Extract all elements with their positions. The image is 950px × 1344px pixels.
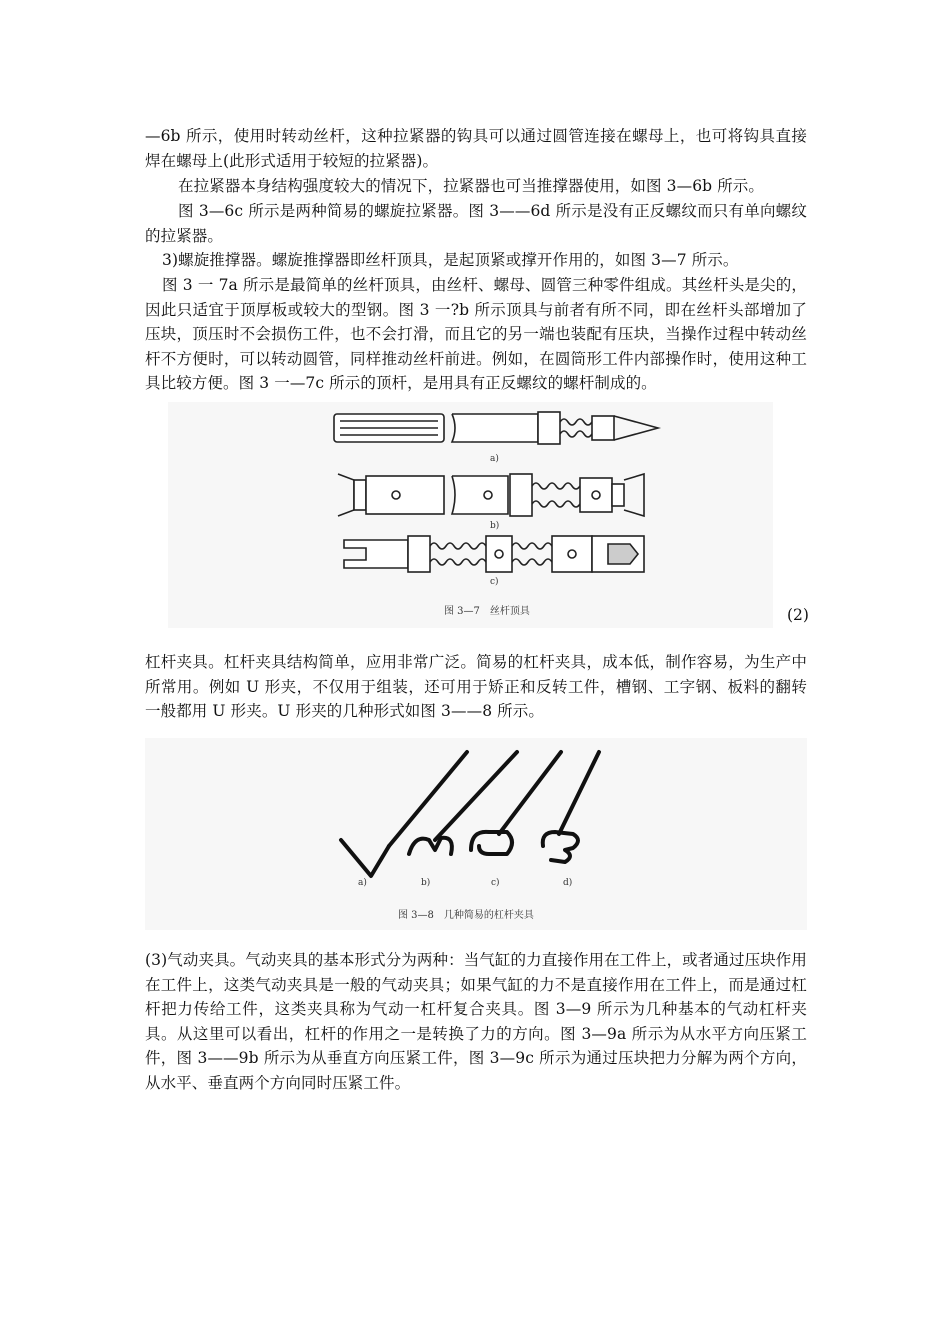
figure2-label-a: a) <box>358 878 367 888</box>
figure-screw-jacks <box>168 402 773 628</box>
figure1-label-b: b) <box>490 521 500 531</box>
section-number: (2) <box>787 606 809 624</box>
paragraph-3: 图 3—6c 所示是两种简易的螺旋拉紧器。图 3——6d 所示是没有正反螺纹而只有单向螺纹的拉紧器。 <box>145 202 807 245</box>
paragraph-4: 3)螺旋推撑器。螺旋推撑器即丝杆顶具，是起顶紧或撑开作用的，如图 3—7 所示。 <box>162 251 739 269</box>
screw-jack-drawing <box>168 402 773 628</box>
paragraph-5: 图 3 一 7a 所示是最简单的丝杆顶具，由丝杆、螺母、圆管三种零件组成。其丝杆头是尖的，因此只适宜于顶厚板或较大的型钢。图 3 一?b 所示顶具与前者有所不同，即在丝杆头部增加了压块，顶压时不会损伤工件，也不会打滑，而且它的另一端也装配有压块，当操作过程中转动丝杆不方便时，可以转动圆管，同样推动丝杆前进。例如，在圆筒形工件内部操作时，使用这种工具比较方便。图 3 一—7c 所示的顶杆，是用具有正反螺纹的螺杆制成的。 <box>145 276 807 392</box>
figure1-label-a: a) <box>490 454 499 464</box>
figure2-label-d: d) <box>563 878 573 888</box>
lever-clamp-drawing <box>145 738 807 930</box>
figure1-caption: 图 3—7 丝杆顶具 <box>444 606 530 617</box>
paragraph-1: —6b 所示，使用时转动丝杆，这种拉紧器的钩具可以通过圆管连接在螺母上，也可将钩具直接焊在螺母上(此形式适用于较短的拉紧器)。 <box>145 127 807 170</box>
figure2-label-b: b) <box>421 878 431 888</box>
paragraph-6: 杠杆夹具。杠杆夹具结构简单，应用非常广泛。简易的杠杆夹具，成本低，制作容易，为生产中所常用。例如 U 形夹，不仅用于组装，还可用于矫正和反转工件，槽钢、工字钢、板料的翻转一般都用 U 形夹。U 形夹的几种形式如图 3——8 所示。 <box>145 653 807 720</box>
figure-lever-clamps <box>145 738 807 930</box>
figure1-label-c: c) <box>490 577 499 587</box>
paragraph-2: 在拉紧器本身结构强度较大的情况下，拉紧器也可当推撑器使用，如图 3—6b 所示。 <box>178 177 765 195</box>
figure2-caption: 图 3—8 几种简易的杠杆夹具 <box>398 910 534 921</box>
figure2-label-c: c) <box>491 878 500 888</box>
paragraph-7: (3)气动夹具。气动夹具的基本形式分为两种：当气缸的力直接作用在工件上，或者通过压块作用在工件上，这类气动夹具是一般的气动夹具；如果气缸的力不是直接作用在工件上，而是通过杠杆把力传给工件，这类夹具称为气动一杠杆复合夹具。图 3—9 所示为几种基本的气动杠杆夹具。从这里可以看出，杠杆的作用之一是转换了力的方向。图 3—9a 所示为从水平方向压紧工件，图 3——9b 所示为从垂直方向压紧工件，图 3—9c 所示为通过压块把力分解为两个方向，从水平、垂直两个方向同时压紧工件。 <box>145 951 807 1092</box>
